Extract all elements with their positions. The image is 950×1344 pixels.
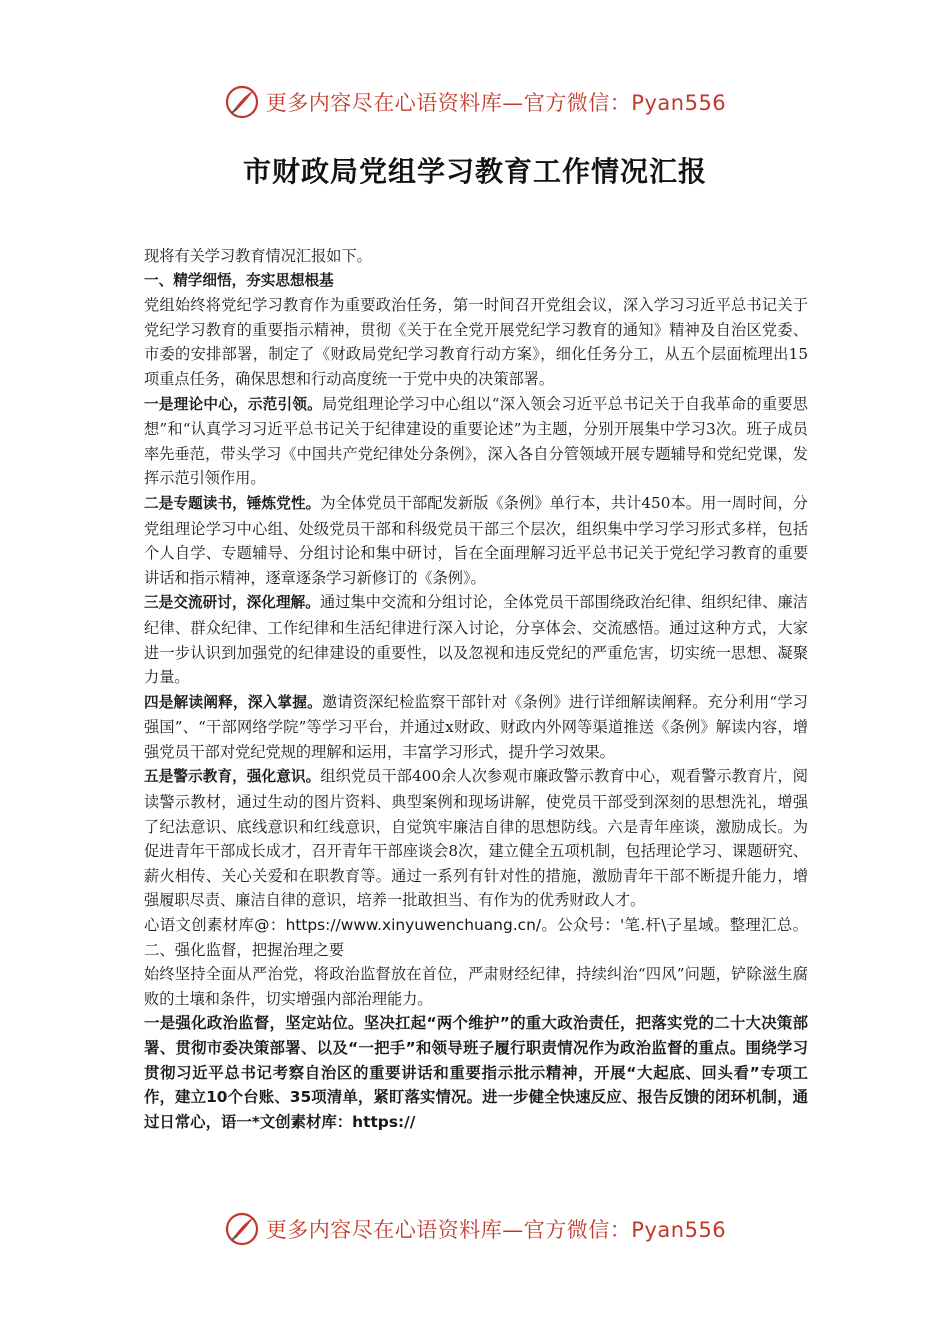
page-title: 市财政局党组学习教育工作情况汇报	[242, 155, 707, 188]
footer-watermark-banner	[0, 1209, 950, 1249]
item5-paragraph	[144, 764, 808, 913]
section1-heading: 一、精学细悟，夯实思想根基	[144, 271, 334, 289]
item2-body: 为全体党员干部配发新版《条例》单行本，共计450本。用一周时间，分党组理论学习中心组、处级党员干部和科级党员干部三个层次，组织集中学习学习形式多样，包括个人自学、专题辅导、分组讨论和集中研讨，旨在全面理解习近平总书记关于党纪学习教育的重要讲话和指示精神，逐章逐条学习新修订的《条例》。	[144, 493, 808, 587]
intro-paragraph: 现将有关学习教育情况汇报如下。	[144, 247, 372, 265]
item5-lead: 五是警示教育，强化意识。	[144, 768, 321, 786]
item4-lead: 四是解读阐释，深入掌握。	[144, 693, 322, 711]
item3-lead: 三是交流研讨，深化理解。	[144, 594, 320, 612]
item4-paragraph	[144, 690, 808, 765]
banner-text: 更多内容尽在心语资料库—官方微信：Pyan556	[265, 1218, 727, 1242]
banner-text: 更多内容尽在心语资料库—官方微信：Pyan556	[265, 91, 727, 115]
section2-paragraph: 始终坚持全面从严治党，将政治监督放在首位，严肃财经纪律，持续纠治“四风”问题，铲除滋生腐败的土壤和条件，切实增强内部治理能力。	[144, 965, 808, 1008]
watermark-source-line: 心语文创素材库@：https://www.xinyuwenchuang.cn/。公众号：'笔.杆\子星域。整理汇总。二、强化监督，把握治理之要	[144, 916, 808, 959]
quill-logo-icon	[224, 84, 260, 120]
item1-paragraph	[144, 392, 808, 491]
item1-lead: 一是理论中心，示范引领。	[144, 395, 322, 413]
section1-paragraph: 党组始终将党纪学习教育作为重要政治任务，第一时间召开党组会议，深入学习习近平总书记关于党纪学习教育的重要指示精神，贯彻《关于在全党开展党纪学习教育的通知》精神及自治区党委、市委的安排部署，制定了《财政局党纪学习教育行动方案》，细化任务分工，从五个层面梳理出15项重点任务，确保思想和行动高度统一于党中央的决策部署。	[144, 296, 808, 388]
item4-body: 邀请资深纪检监察干部针对《条例》进行详细解读阐释。充分利用“学习强国”、“干部网络学院”等学习平台，并通过x财政、财政内外网等渠道推送《条例》解读内容，增强党员干部对党纪党规的理解和运用，丰富学习形式，提升学习效果。	[144, 692, 808, 761]
document-body	[144, 244, 808, 1134]
item5-body: 组织党员干部400余人次参观市廉政警示教育中心，观看警示教育片，阅读警示教材，通过生动的图片资料、典型案例和现场讲解，使党员干部受到深刻的思想洗礼，增强了纪法意识、底线意识和红线意识，自觉筑牢廉洁自律的思想防线。六是青年座谈，激励成长。为促进青年干部成长成才，召开青年干部座谈会8次，建立健全五项机制，包括理论学习、课题研究、薪火相传、关心关爱和在职教育等。通过一系列有针对性的措施，激励青年干部不断提升能力，增强履职尽责、廉洁自律的意识，培养一批敢担当、有作为的优秀财政人才。	[144, 767, 808, 910]
item6-paragraph: 一是强化政治监督，坚定站位。坚决扛起“两个维护”的重大政治责任，把落实党的二十大决策部署、贯彻市委决策部署、以及“一把手”和领导班子履行职责情况作为政治监督的重点。围绕学习贯彻习近平总书记考察自治区的重要讲话和重要指示批示精神，开展“大起底、回头看”专项工作，建立10个台账、35项清单，紧盯落实情况。进一步健全快速反应、报告反馈的闭环机制，通过日常心，语一*文创素材库：https://	[144, 1014, 808, 1131]
item2-paragraph	[144, 491, 808, 590]
header-watermark-banner	[0, 82, 950, 122]
quill-logo-icon	[224, 1211, 260, 1247]
item1-body: 局党组理论学习中心组以“深入领会习近平总书记关于自我革命的重要思想”和“认真学习习近平总书记关于纪律建设的重要论述”为主题，分别开展集中学习3次。班子成员率先垂范，带头学习《中国共产党纪律处分条例》，深入各自分管领域开展专题辅导和党纪党课，发挥示范引领作用。	[144, 394, 808, 488]
item3-body: 通过集中交流和分组讨论，全体党员干部围绕政治纪律、组织纪律、廉洁纪律、群众纪律、工作纪律和生活纪律进行深入讨论，分享体会、交流感悟。通过这种方式，大家进一步认识到加强党的纪律建设的重要性，以及忽视和违反党纪的严重危害，切实统一思想、凝聚力量。	[144, 593, 808, 687]
item2-lead: 二是专题读书，锤炼党性。	[144, 494, 321, 512]
item3-paragraph	[144, 590, 808, 689]
